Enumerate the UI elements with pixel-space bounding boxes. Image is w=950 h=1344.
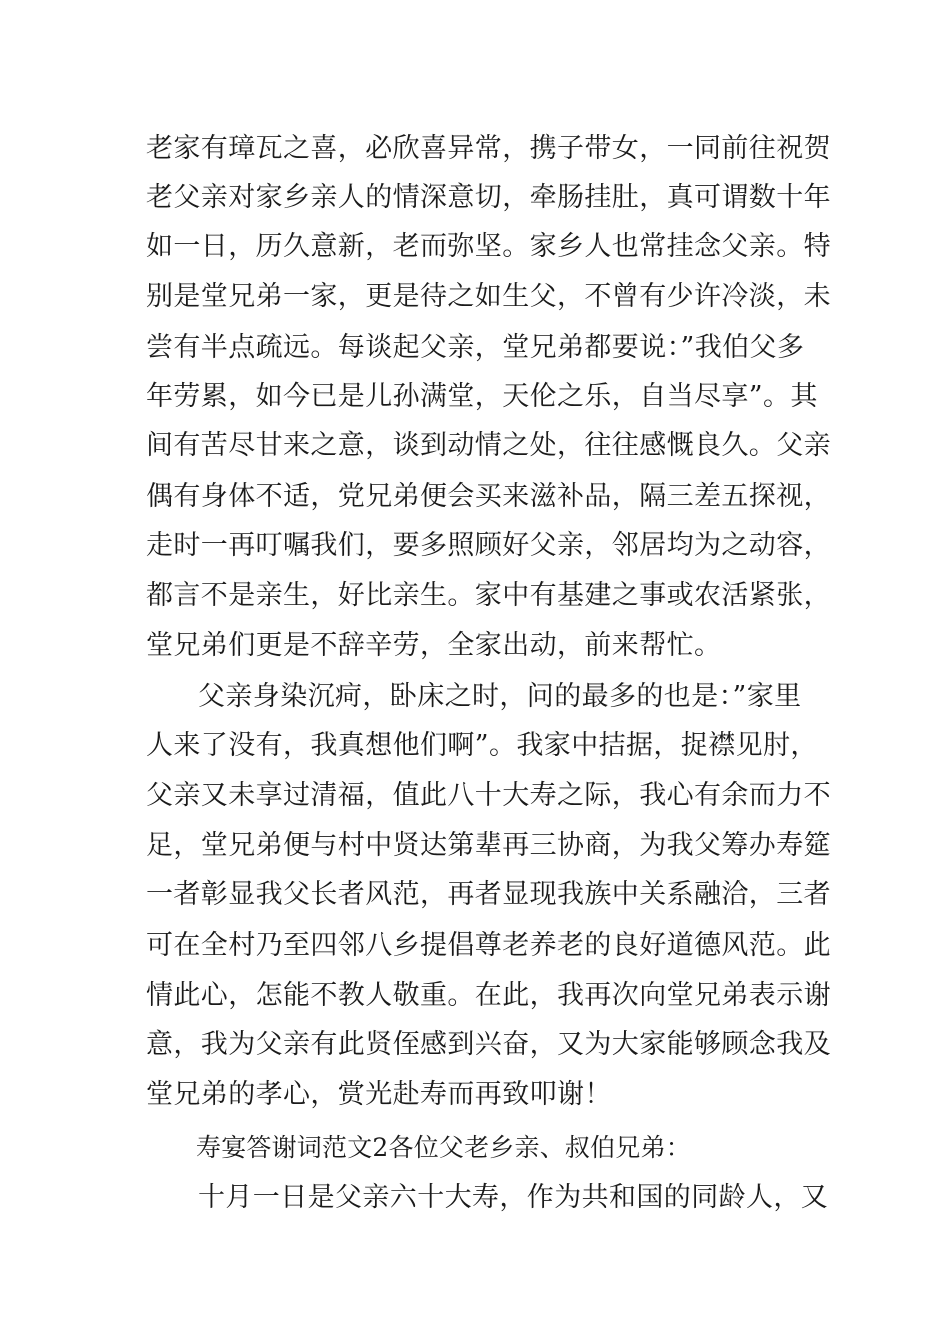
text-line: 一者彰显我父长者风范，再者显现我族中关系融洽，三者: [146, 879, 831, 910]
text-line: 如一日，历久意新，老而弥坚。家乡人也常挂念父亲。特: [146, 231, 831, 262]
text-line: 别是堂兄弟一家，更是待之如生父，不曾有少许冷淡，未: [146, 281, 831, 312]
text-line: 走时一再叮嘱我们，要多照顾好父亲，邻居均为之动容，: [146, 530, 831, 561]
text-line: 足，堂兄弟便与村中贤达第辈再三协商，为我父筹办寿筵: [146, 830, 831, 861]
text-line: 情此心，怎能不教人敬重。在此，我再次向堂兄弟表示谢: [146, 980, 831, 1011]
text-line: 都言不是亲生，好比亲生。家中有基建之事或农活紧张，: [146, 580, 831, 611]
text-line: 间有苦尽甘来之意，谈到动情之处，往往感慨良久。父亲: [146, 430, 831, 461]
text-line: 堂兄弟们更是不辞辛劳，全家出动，前来帮忙。: [146, 630, 722, 661]
text-line: 人来了没有，我真想他们啊”。我家中拮据，捉襟见肘，: [146, 730, 818, 761]
text-line: 堂兄弟的孝心，赏光赴寿而再致叩谢！: [146, 1079, 612, 1110]
text-line: 父亲又未享过清福，值此八十大寿之际，我心有余而力不: [146, 780, 831, 811]
text-line: 老父亲对家乡亲人的情深意切，牵肠挂肚，真可谓数十年: [146, 182, 831, 213]
text-line: 意，我为父亲有此贤侄感到兴奋，又为大家能够顾念我及: [146, 1029, 831, 1060]
text-line: 尝有半点疏远。每谈起父亲，堂兄弟都要说：”我伯父多: [146, 332, 805, 363]
text-line: 可在全村乃至四邻八乡提倡尊老养老的良好道德风范。此: [146, 930, 831, 961]
text-line: 偶有身体不适，党兄弟便会买来滋补品，隔三差五探视，: [146, 481, 831, 512]
paragraph-first-line: 父亲身染沉疴，卧床之时，问的最多的也是：”家里: [198, 681, 802, 712]
text-line: 年劳累，如今已是儿孙满堂，天伦之乐，自当尽享”。其: [146, 381, 818, 412]
text-line: 老家有璋瓦之喜，必欣喜异常，携子带女，一同前往祝贺: [146, 133, 831, 164]
paragraph-first-line: 十月一日是父亲六十大寿，作为共和国的同龄人，又: [198, 1182, 829, 1213]
section-heading: 寿宴答谢词范文2各位父老乡亲、叔伯兄弟：: [196, 1133, 691, 1162]
